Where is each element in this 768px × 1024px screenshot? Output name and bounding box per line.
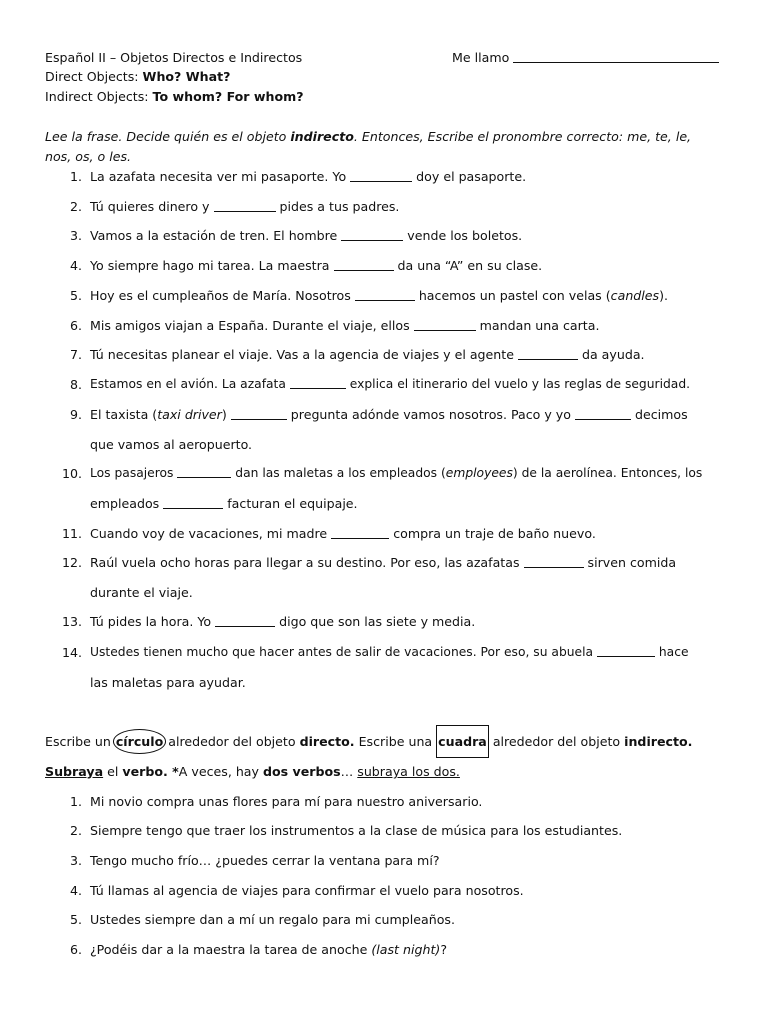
item-number: 13.	[61, 614, 82, 629]
item-number: 7.	[69, 347, 82, 362]
item-number: 12.	[61, 555, 82, 570]
item-number: 4.	[69, 883, 82, 898]
item-number: 5.	[69, 912, 82, 927]
part1-item: Raúl vuela ocho horas para llegar a su destino. Por eso, las azafatas sirven comida	[90, 555, 677, 570]
part1-item: Ustedes tienen mucho que hacer antes de salir de vacaciones. Por eso, su abuela hace	[90, 645, 689, 659]
item-number: 3.	[69, 228, 82, 243]
answer-blank[interactable]	[597, 655, 655, 657]
worksheet-title: Español II – Objetos Directos e Indirectos	[45, 50, 303, 65]
part1-item: Yo siempre hago mi tarea. La maestra da una “A” en su clase.	[90, 258, 543, 273]
part1-item-cont: las maletas para ayudar.	[90, 675, 246, 690]
direct-objects-line: Direct Objects: Who? What?	[45, 69, 231, 84]
answer-blank[interactable]	[350, 180, 412, 182]
answer-blank[interactable]	[215, 625, 275, 627]
item-number: 1.	[69, 794, 82, 809]
part2-instructions-cont: Subraya el verbo. *A veces, hay dos verbos… subraya los dos.	[45, 764, 460, 779]
part1-item: Tú pides la hora. Yo digo que son las siete y media.	[90, 614, 476, 629]
part1-item-cont: durante el viaje.	[90, 585, 193, 600]
item-number: 5.	[69, 288, 82, 303]
answer-blank[interactable]	[334, 269, 394, 271]
part1-item: Los pasajeros dan las maletas a los empleados (employees) de la aerolínea. Entonces, los	[90, 466, 703, 480]
part2-item: Siempre tengo que traer los instrumentos a la clase de música para los estudiantes.	[90, 823, 623, 838]
part1-item: Estamos en el avión. La azafata explica el itinerario del vuelo y las reglas de seguridad.	[90, 377, 691, 391]
item-number: 1.	[69, 169, 82, 184]
answer-blank[interactable]	[331, 537, 389, 539]
item-number: 2.	[69, 199, 82, 214]
part1-item: Tú necesitas planear el viaje. Vas a la agencia de viajes y el agente da ayuda.	[90, 347, 645, 362]
indirect-objects-line: Indirect Objects: To whom? For whom?	[45, 89, 304, 104]
part1-item: Hoy es el cumpleaños de María. Nosotros hacemos un pastel con velas (candles).	[90, 288, 669, 303]
answer-blank[interactable]	[414, 329, 476, 331]
part1-item: El taxista (taxi driver) pregunta adónde vamos nosotros. Paco y yo decimos	[90, 407, 688, 422]
part2-item: Tengo mucho frío… ¿puedes cerrar la ventana para mí?	[90, 853, 440, 868]
item-number: 10.	[61, 466, 82, 481]
answer-blank[interactable]	[575, 418, 631, 420]
item-number: 6.	[69, 942, 82, 957]
part1-instructions-cont: nos, os, o les.	[45, 149, 132, 164]
item-number: 3.	[69, 853, 82, 868]
name-line: Me llamo	[452, 50, 719, 65]
part2-item: Ustedes siempre dan a mí un regalo para mi cumpleaños.	[90, 912, 455, 927]
answer-blank[interactable]	[163, 507, 223, 509]
answer-blank[interactable]	[290, 387, 346, 389]
part1-item: Mis amigos viajan a España. Durante el viaje, ellos mandan una carta.	[90, 318, 600, 333]
part1-item: La azafata necesita ver mi pasaporte. Yo doy el pasaporte.	[90, 169, 527, 184]
answer-blank[interactable]	[355, 299, 415, 301]
item-number: 6.	[69, 318, 82, 333]
answer-blank[interactable]	[524, 566, 584, 568]
item-number: 11.	[61, 526, 82, 541]
boxed-word: cuadra	[436, 725, 489, 758]
part1-item-cont: que vamos al aeropuerto.	[90, 437, 253, 452]
answer-blank[interactable]	[518, 358, 578, 360]
part1-item: Tú quieres dinero y pides a tus padres.	[90, 199, 400, 214]
part2-item: ¿Podéis dar a la maestra la tarea de anoche (last night)?	[90, 942, 447, 957]
item-number: 8.	[69, 377, 82, 392]
answer-blank[interactable]	[214, 210, 276, 212]
item-number: 4.	[69, 258, 82, 273]
part2-instructions: Escribe un círculo alrededor del objeto directo. Escribe una cuadra alrededor del objeto indirecto.	[45, 734, 692, 749]
answer-blank[interactable]	[177, 476, 231, 478]
answer-blank[interactable]	[341, 239, 403, 241]
circled-word: círculo	[113, 729, 166, 754]
item-number: 14.	[61, 645, 82, 660]
item-number: 9.	[69, 407, 82, 422]
part1-item: Cuando voy de vacaciones, mi madre compra un traje de baño nuevo.	[90, 526, 596, 541]
part2-item: Mi novio compra unas flores para mí para nuestro aniversario.	[90, 794, 483, 809]
part2-item: Tú llamas al agencia de viajes para confirmar el vuelo para nosotros.	[90, 883, 524, 898]
name-blank	[513, 61, 719, 63]
item-number: 2.	[69, 823, 82, 838]
answer-blank[interactable]	[231, 418, 287, 420]
part1-item: Vamos a la estación de tren. El hombre vende los boletos.	[90, 228, 523, 243]
part1-item-cont: empleados facturan el equipaje.	[90, 496, 358, 511]
part1-instructions: Lee la frase. Decide quién es el objeto indirecto. Entonces, Escribe el pronombre correcto: me, te, le,	[45, 129, 692, 144]
